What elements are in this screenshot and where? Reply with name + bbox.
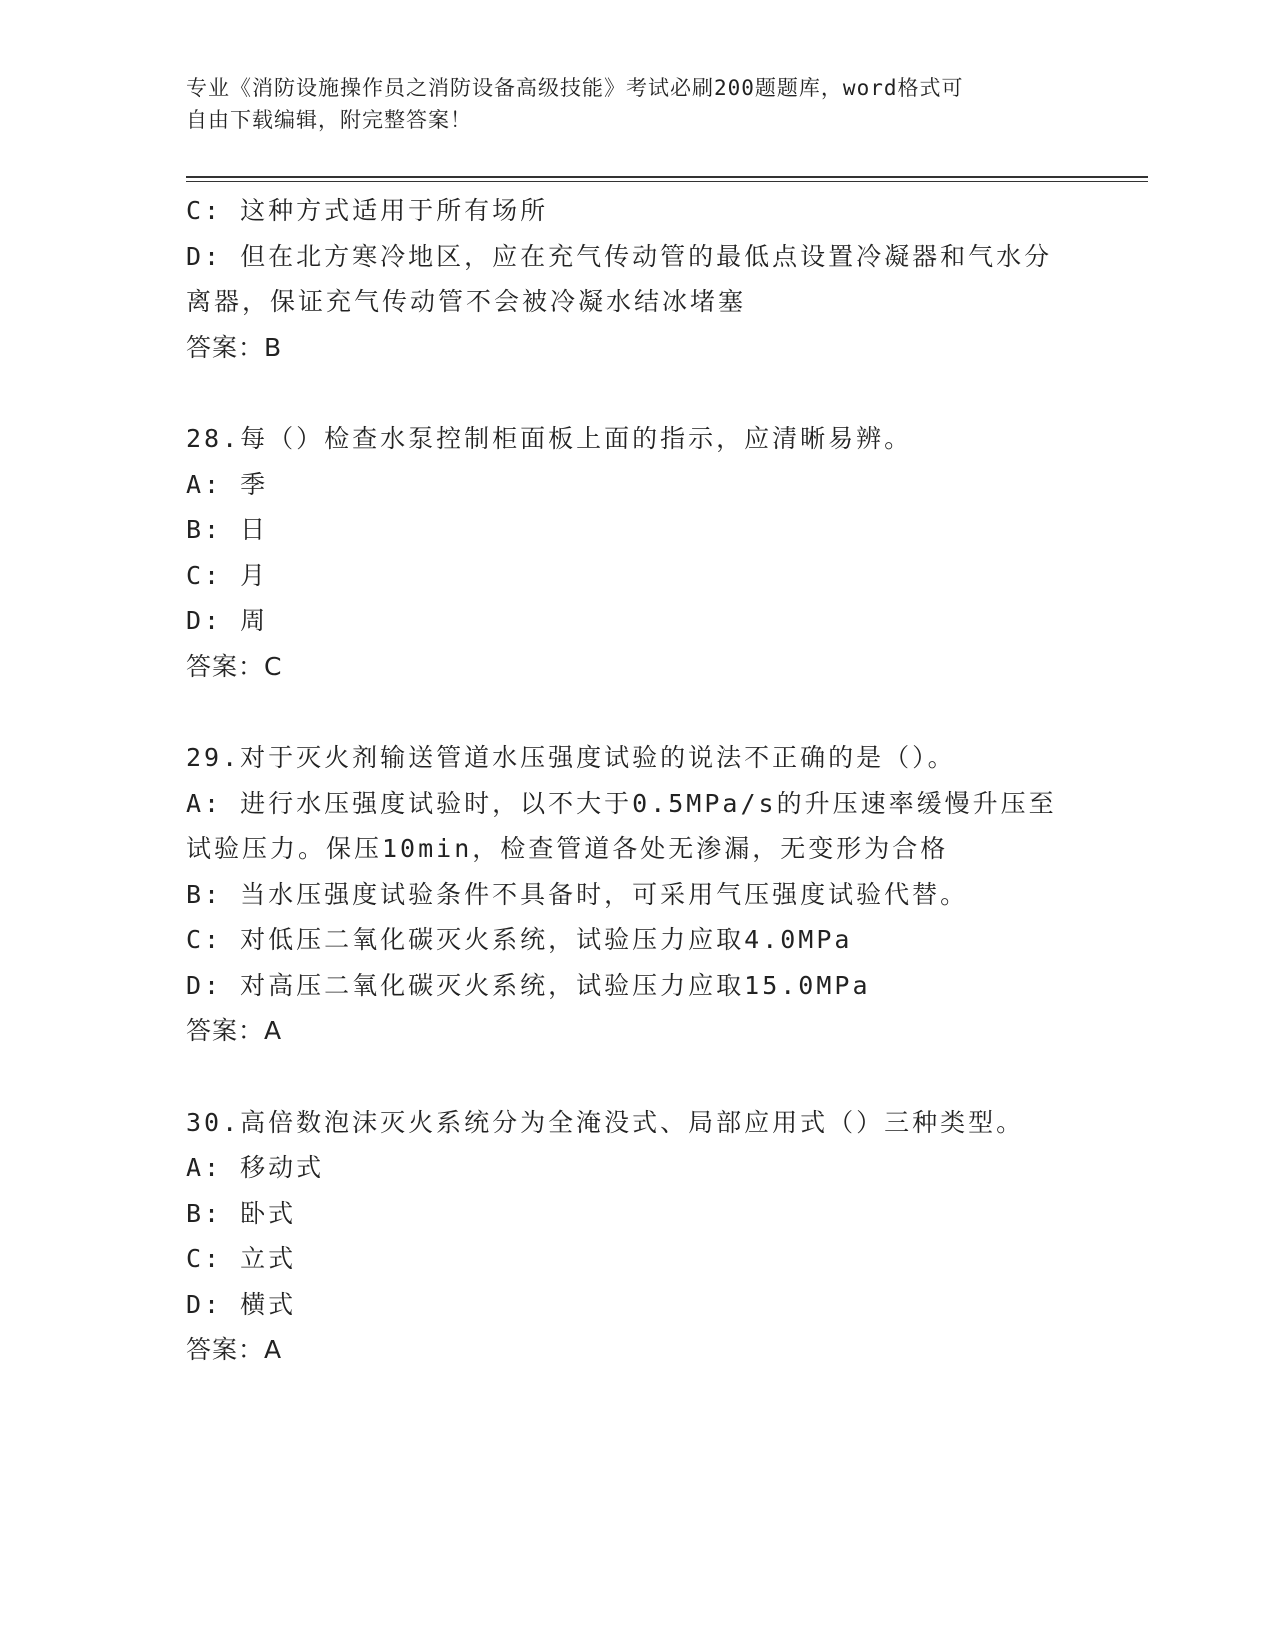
option-c: C: 对低压二氧化碳灭火系统，试验压力应取4.0MPa [186,925,853,954]
answer: 答案：A [186,1016,283,1045]
question-28 [186,416,1086,689]
option-b: B: 卧式 [186,1198,297,1228]
answer: 答案：B [186,332,283,362]
question-text: 29.对于灭火剂输送管道水压强度试验的说法不正确的是（）。 [186,743,956,772]
option-a: A: 季 [186,469,269,499]
option-d: D: 横式 [186,1289,297,1319]
option-d-line-2: 离器，保证充气传动管不会被冷凝水结冰堵塞 [186,287,747,316]
question-30 [186,1100,1086,1373]
option-c: C: 月 [186,560,269,590]
option-b: B: 当水压强度试验条件不具备时，可采用气压强度试验代替。 [186,879,969,909]
option-b: B: 日 [186,515,269,544]
spacer [186,689,1086,735]
option-c: C: 这种方式适用于所有场所 [186,196,549,225]
header-divider [186,176,1148,182]
option-d: D: 周 [186,606,269,635]
question-text: 30.高倍数泡沫灭火系统分为全淹没式、局部应用式（）三种类型。 [186,1107,1025,1137]
spacer [186,370,1086,416]
question-27-continued [186,188,1086,370]
question-list [186,188,1086,1373]
option-c: C: 立式 [186,1244,297,1273]
answer: 答案：A [186,1335,283,1364]
option-a: A: 移动式 [186,1153,325,1182]
header-line-2: 自由下载编辑，附完整答案！ [186,108,472,132]
option-a-line-2: 试验压力。保压10min，检查管道各处无渗漏，无变形为合格 [186,834,949,863]
option-d-line-1: D: 但在北方寒冷地区，应在充气传动管的最低点设置冷凝器和气水分 [186,241,1053,271]
header-line-1: 专业《消防设施操作员之消防设备高级技能》考试必刷200题题库，word格式可 [186,76,964,100]
option-a-line-1: A: 进行水压强度试验时，以不大于0.5MPa/s的升压速率缓慢升压至 [186,788,1057,818]
answer: 答案：C [186,651,283,681]
option-d: D: 对高压二氧化碳灭火系统，试验压力应取15.0MPa [186,970,871,1000]
document-header [186,72,1066,136]
spacer [186,1054,1086,1100]
question-text: 28.每（）检查水泵控制柜面板上面的指示，应清晰易辨。 [186,424,913,453]
question-29 [186,735,1086,1054]
